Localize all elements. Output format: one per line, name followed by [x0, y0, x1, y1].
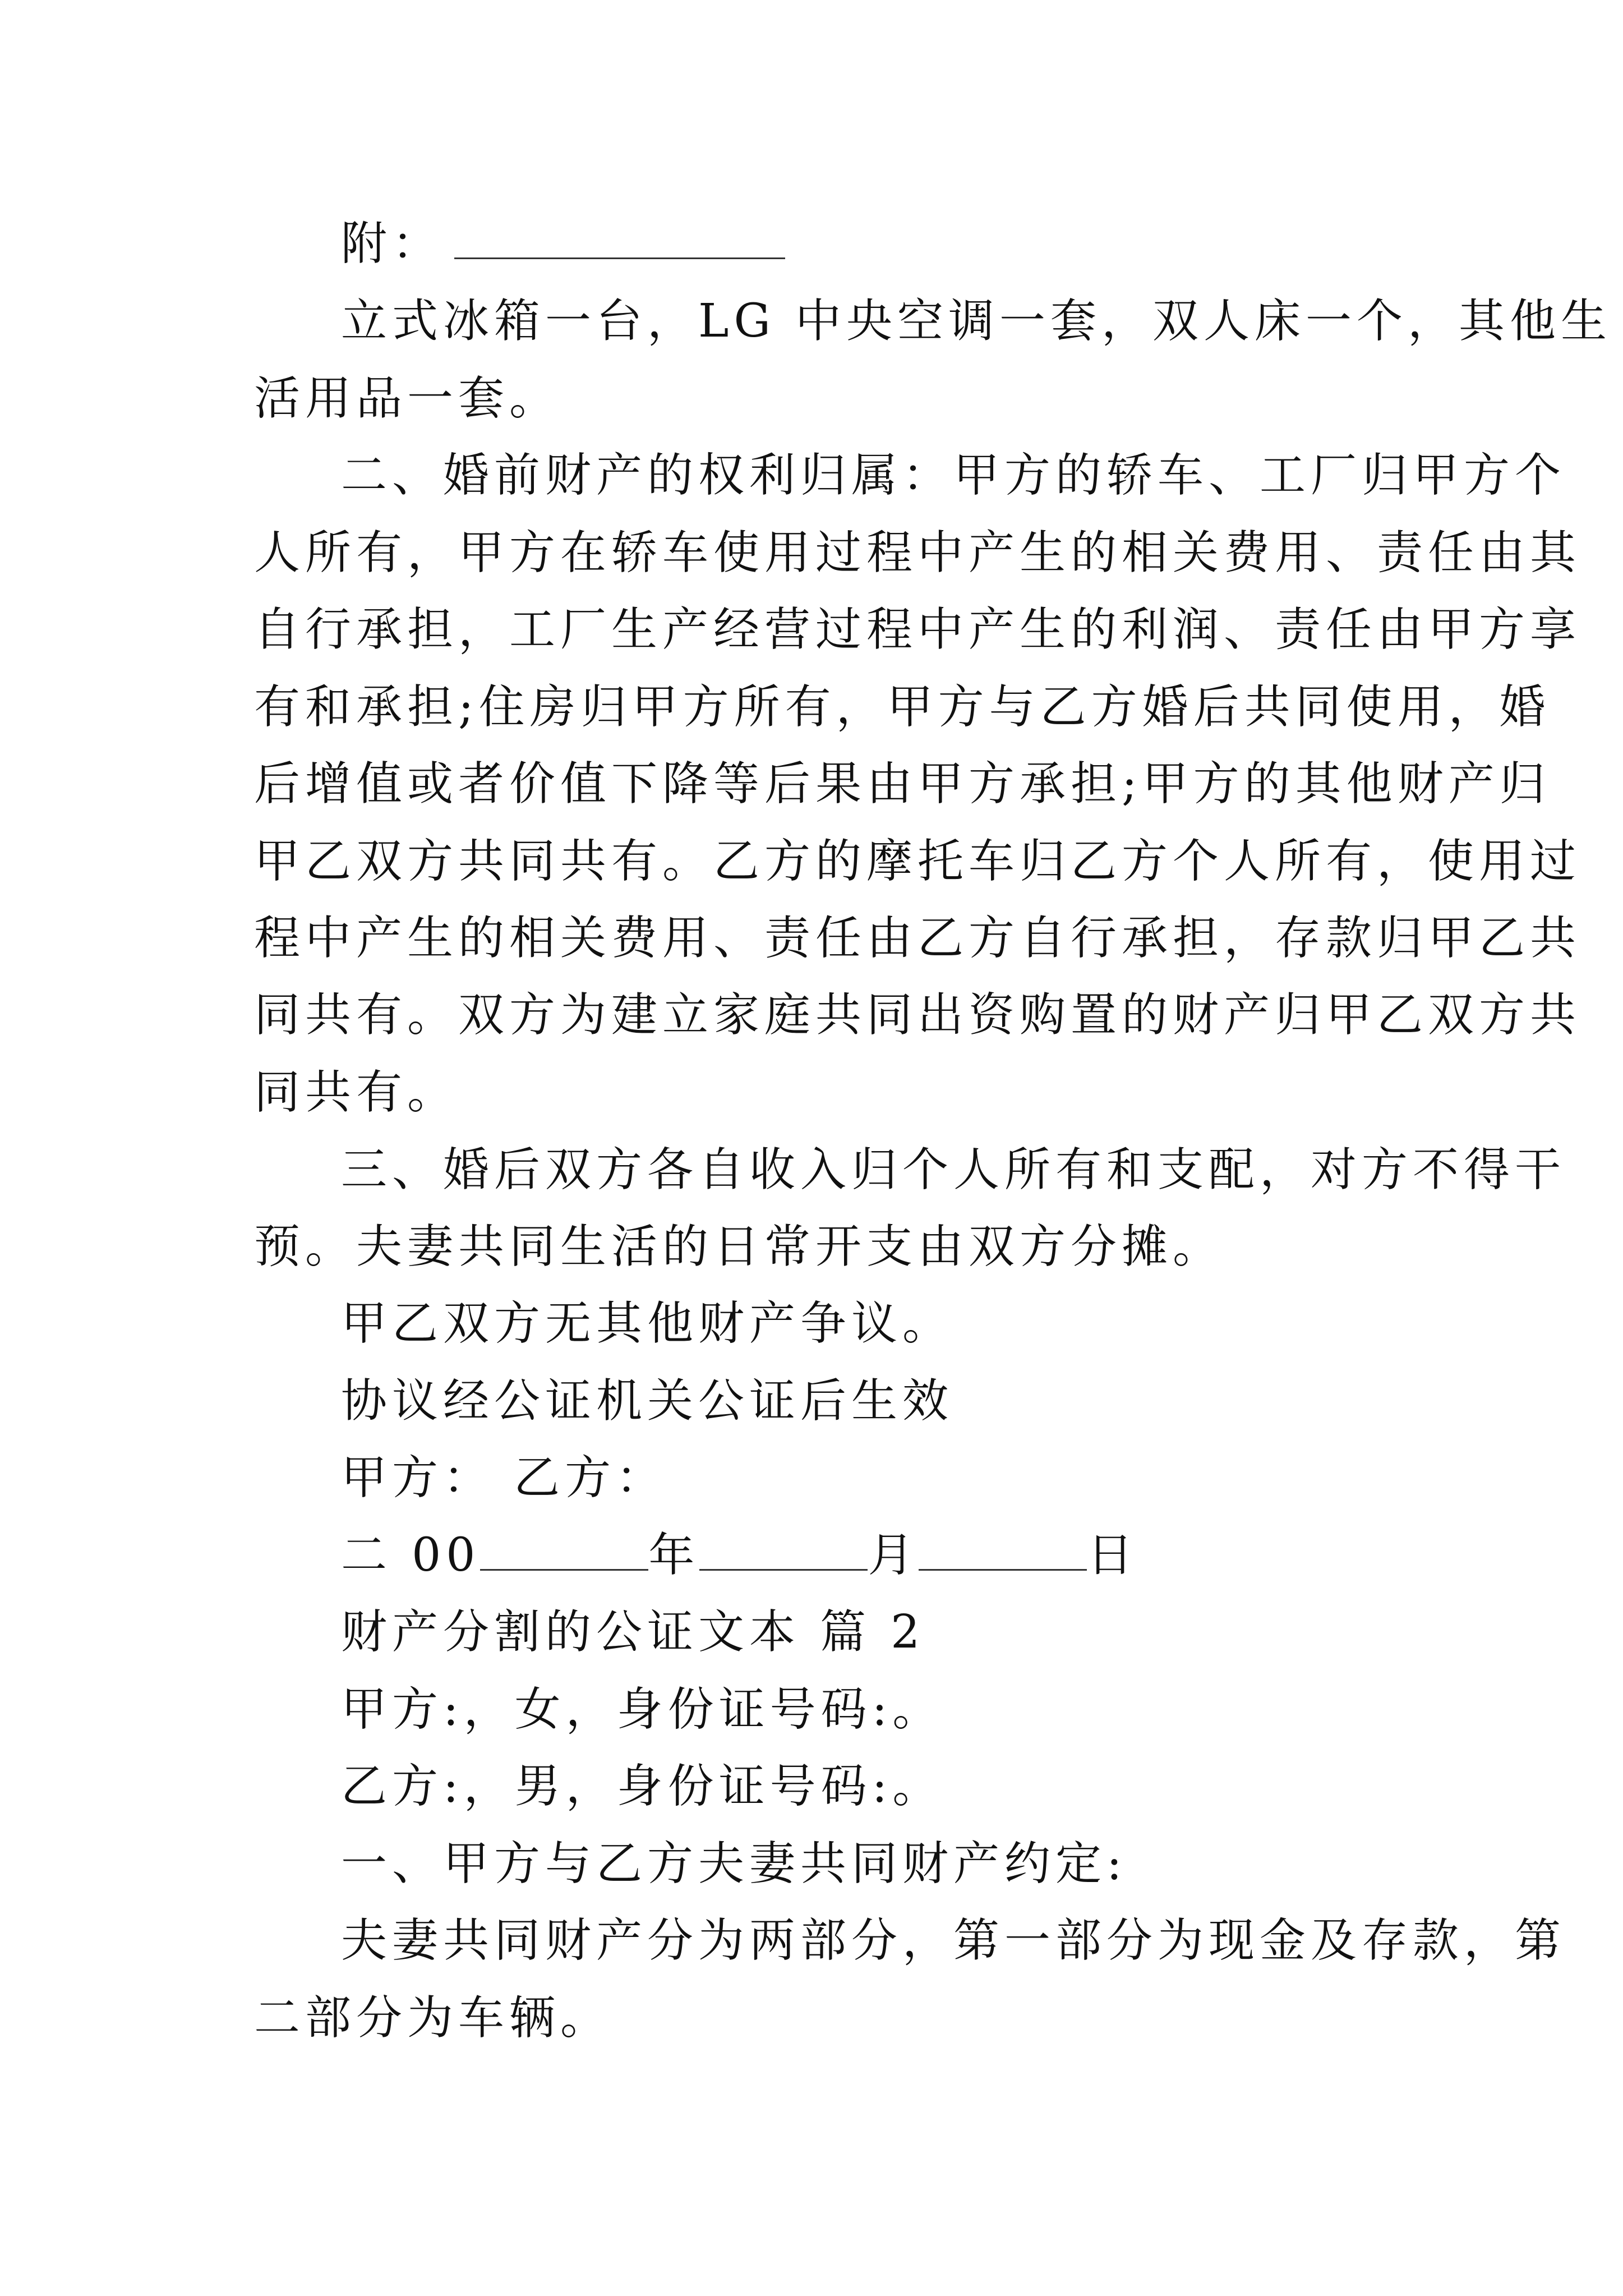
date-line: [341, 1527, 1407, 1584]
month-label: 月: [868, 1529, 919, 1582]
paragraph-line: 三、婚后双方各自收入归个人所有和支配，对方不得干: [341, 1143, 1566, 1197]
paragraph-line: 同共有。: [254, 1066, 459, 1119]
paragraph-line: 后增值或者价值下降等后果由甲方承担;甲方的其他财产归: [254, 757, 1551, 811]
attachment-label: 附：: [341, 217, 444, 270]
paragraph-line: 甲乙双方无其他财产争议。: [341, 1297, 954, 1350]
paragraph-line: 预。夫妻共同生活的日常开支由双方分摊。: [254, 1220, 1224, 1273]
attachment-blank: [454, 218, 785, 259]
paragraph-line: 同共有。双方为建立家庭共同出资购置的财产归甲乙双方共: [254, 988, 1581, 1042]
day-blank: [919, 1530, 1087, 1571]
month-blank: [699, 1530, 868, 1571]
paragraph-line: 协议经公证机关公证后生效: [341, 1374, 954, 1428]
paragraph-line: 甲乙双方共同共有。乙方的摩托车归乙方个人所有，使用过: [254, 835, 1581, 888]
year-label: 年: [648, 1529, 700, 1582]
year-blank: [480, 1530, 648, 1571]
day-label: 日: [1087, 1529, 1138, 1582]
paragraph-line: 有和承担;住房归甲方所有，甲方与乙方婚后共同使用，婚: [254, 680, 1551, 734]
paragraph-line: 立式冰箱一台，LG 中央空调一套，双人床一个，其他生: [341, 295, 1612, 348]
signature-line: 甲方： 乙方：: [341, 1451, 667, 1504]
paragraph-line: 活用品一套。: [254, 372, 561, 425]
party-a-line: 甲方:，女，身份证号码:。: [341, 1683, 944, 1736]
paragraph-line: 自行承担，工厂生产经营过程中产生的利润、责任由甲方享: [254, 603, 1581, 656]
section-heading: 财产分割的公证文本 篇 2: [341, 1605, 925, 1659]
paragraph-line: 二、婚前财产的权利归属：甲方的轿车、工厂归甲方个: [341, 449, 1566, 502]
paragraph-line: 人所有，甲方在轿车使用过程中产生的相关费用、责任由其: [254, 526, 1581, 579]
attachment-line: [341, 216, 1407, 272]
paragraph-line: 夫妻共同财产分为两部分，第一部分为现金及存款，第: [341, 1914, 1566, 1967]
date-prefix: 二 00: [341, 1529, 481, 1582]
party-b-line: 乙方:，男，身份证号码:。: [341, 1760, 944, 1813]
paragraph-line: 二部分为车辆。: [254, 1991, 612, 2045]
paragraph-line: 一、甲方与乙方夫妻共同财产约定:: [341, 1837, 1127, 1890]
paragraph-line: 程中产生的相关费用、责任由乙方自行承担，存款归甲乙共: [254, 912, 1581, 965]
